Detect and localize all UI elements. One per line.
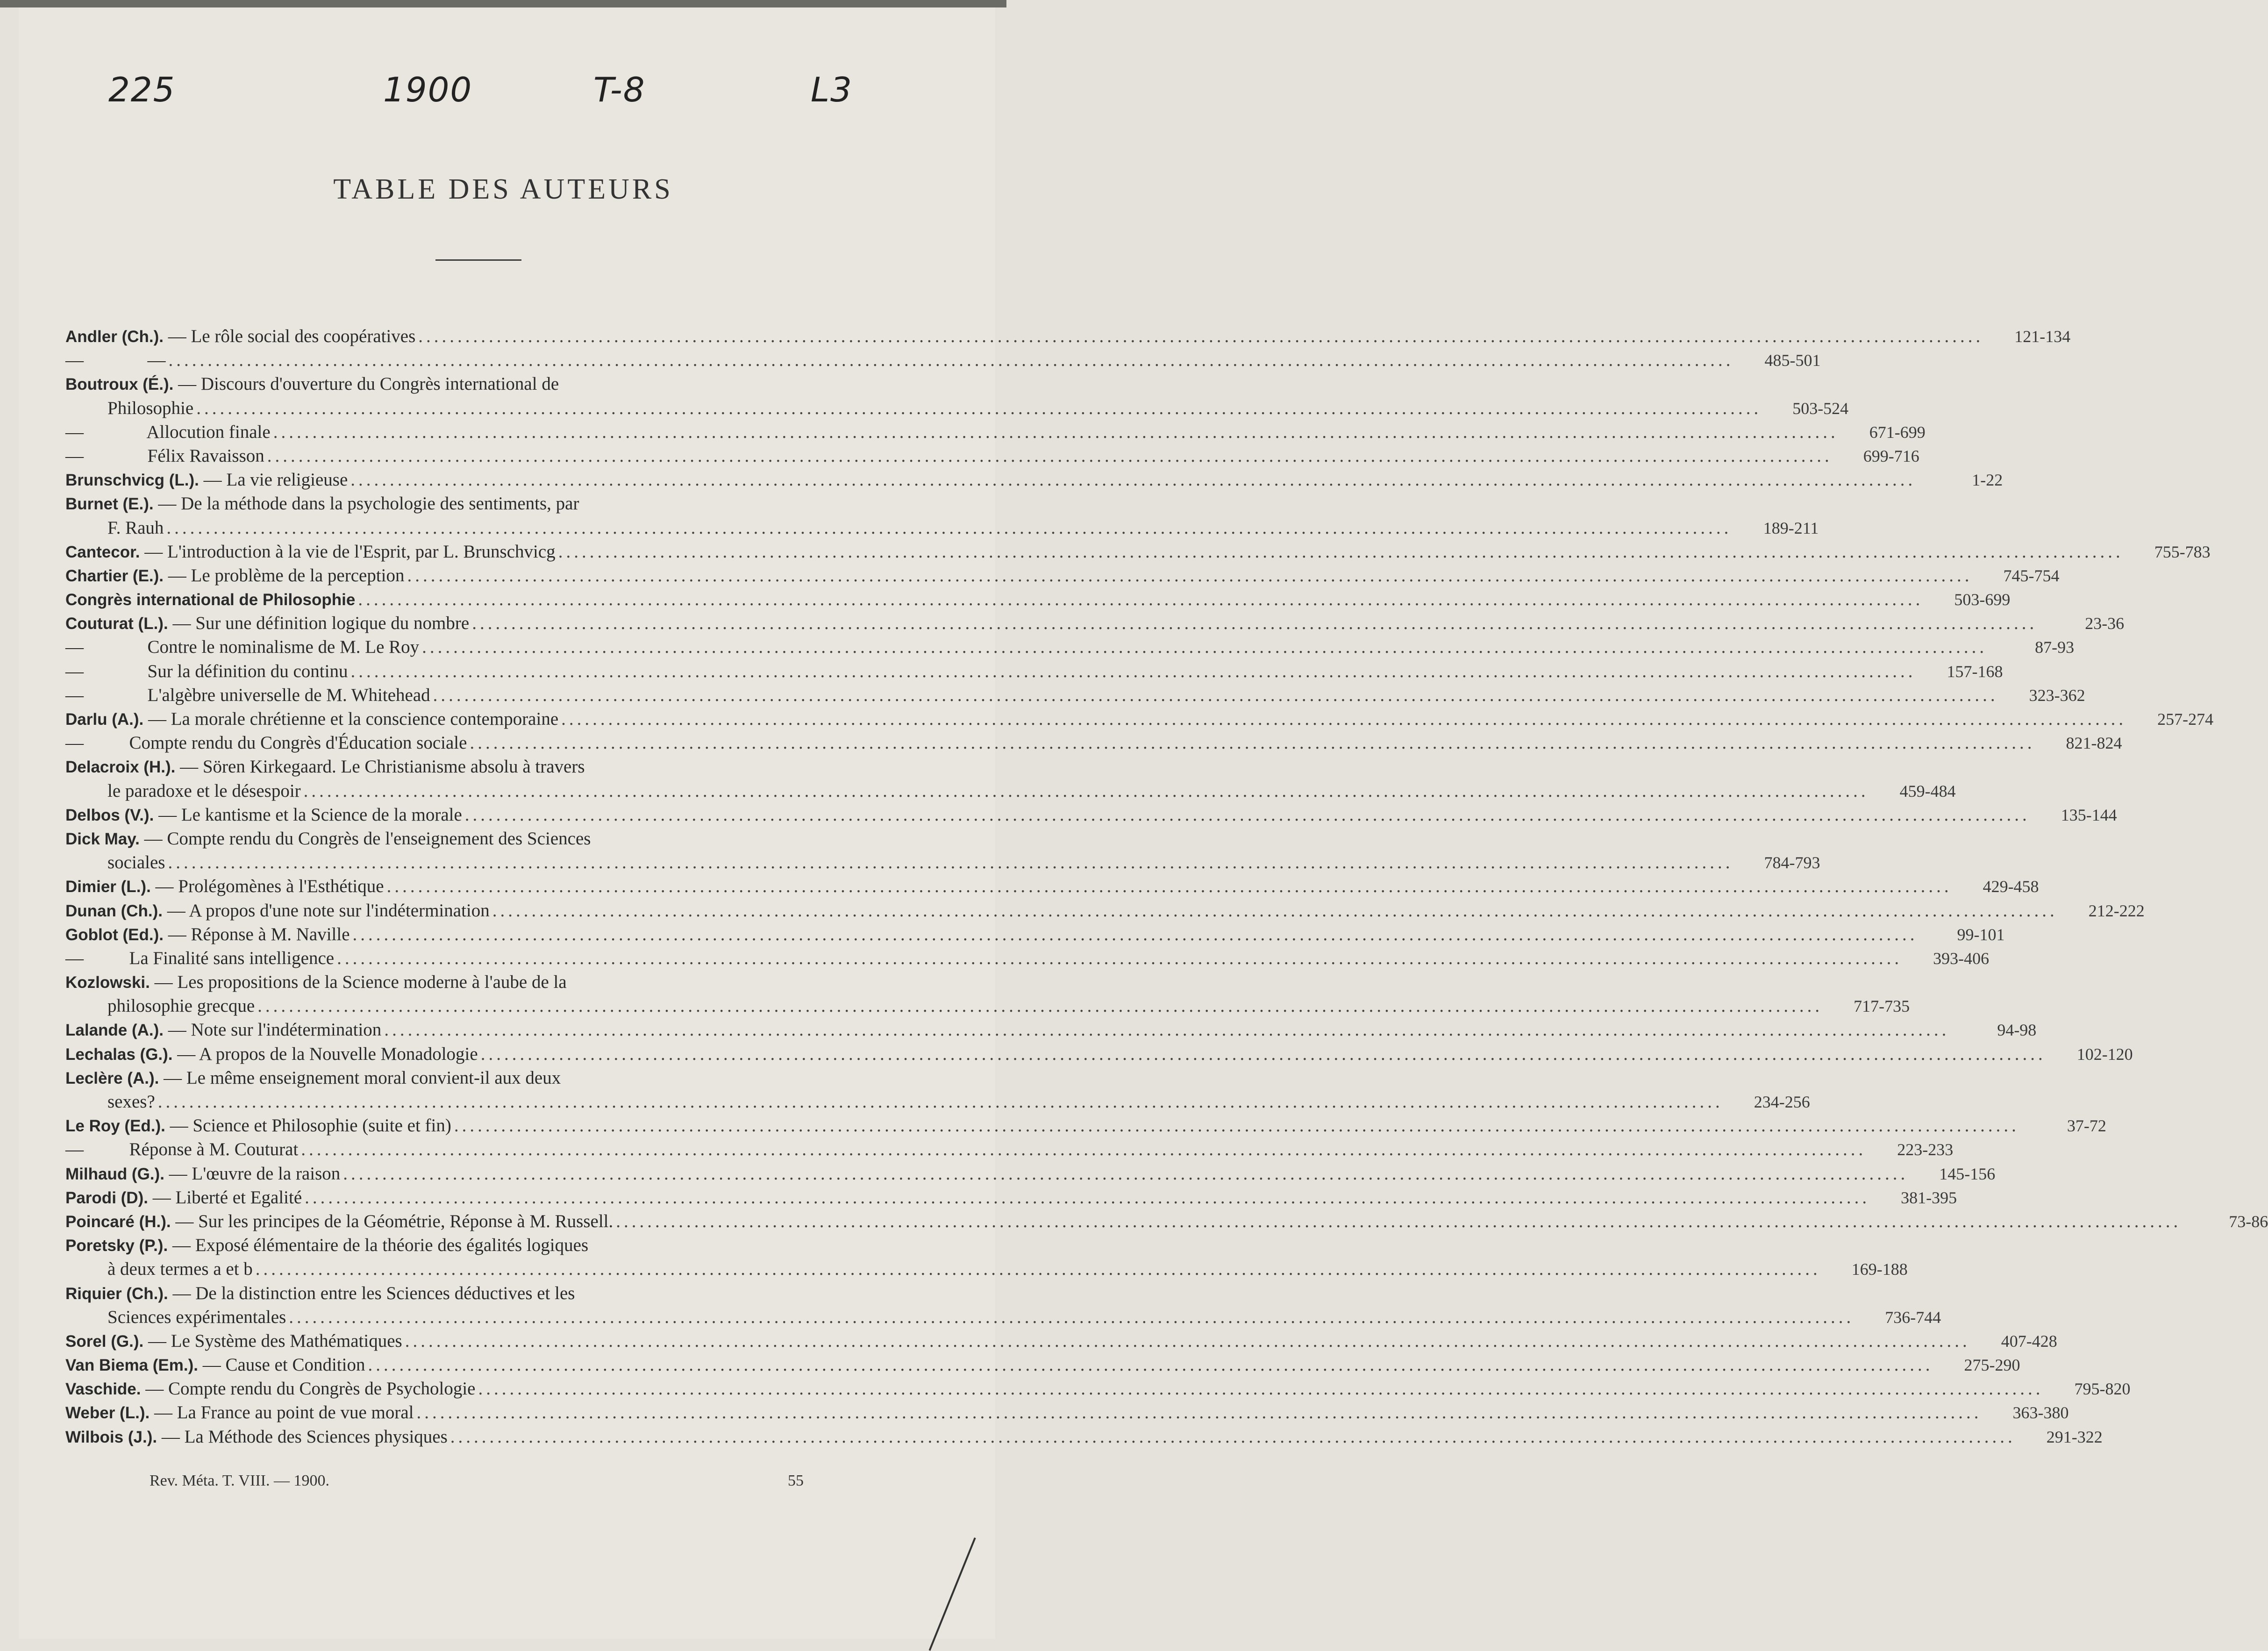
author-name: Wilbois (J.).	[65, 1428, 157, 1446]
index-entry	[65, 324, 2071, 348]
entry-title: — Le problème de la perception	[164, 565, 405, 586]
page-range: 234-256	[1754, 1093, 1810, 1111]
page-range: 393-406	[1933, 949, 1990, 968]
dot-leader: ........................................................................................................................................................................................................	[358, 589, 1924, 610]
dot-leader: ........................................................................................................................................................................................................	[464, 804, 2030, 825]
author-name: Congrès international de Philosophie	[65, 591, 356, 609]
index-entry	[65, 372, 897, 396]
entry-title: Philosophie	[107, 398, 194, 418]
index-entry	[65, 492, 897, 515]
page-range: 784-793	[1764, 853, 1820, 872]
entry-title: — Sur une définition logique du nombre	[168, 613, 470, 634]
dot-leader: ........................................................................................................................................................................................................	[273, 422, 1839, 442]
author-name: Goblot (Ed.).	[65, 925, 164, 944]
dot-leader: ........................................................................................................................................................................................................	[168, 852, 1733, 873]
page-range: 99-101	[1957, 925, 2005, 944]
page-range: 736-744	[1885, 1308, 1941, 1327]
index-entry	[65, 1353, 2020, 1377]
dot-leader: ........................................................................................................................................................................................................	[257, 996, 1823, 1016]
author-name: Dimier (L.).	[65, 878, 151, 896]
page-footer	[150, 1472, 804, 1490]
index-entry	[65, 874, 2039, 898]
entry-title: — L'œuvre de la raison	[164, 1163, 341, 1184]
author-name: Milhaud (G.).	[65, 1165, 164, 1183]
handwritten-mark: 1900	[383, 70, 473, 109]
index-entry	[65, 540, 2211, 564]
index-entry	[65, 444, 1919, 468]
index-entry	[65, 420, 1926, 444]
dot-leader: ........................................................................................................................................................................................................	[478, 1379, 2044, 1399]
index-entry	[65, 611, 2125, 635]
entry-title: — Le Système des Mathématiques	[143, 1330, 402, 1351]
index-entry	[65, 1042, 2133, 1066]
page-range: 87-93	[2035, 638, 2075, 657]
entry-title: — Félix Ravaisson	[65, 445, 264, 466]
page-range: 23-36	[2085, 614, 2125, 633]
dot-leader: ........................................................................................................................................................................................................	[350, 470, 1916, 490]
index-entry	[65, 1257, 1908, 1281]
entry-title: — Allocution finale	[65, 422, 271, 442]
dot-leader: ........................................................................................................................................................................................................	[301, 1139, 1867, 1160]
index-entry	[65, 516, 1819, 540]
page-range: 94-98	[1997, 1021, 2037, 1040]
index-entry	[65, 755, 897, 779]
entry-title: — Sur les principes de la Géométrie, Réponse à M. Russell.	[171, 1211, 613, 1231]
page-range: 257-274	[2157, 710, 2214, 729]
dot-leader: ........................................................................................................................................................................................................	[255, 1259, 1821, 1279]
author-name: Van Biema (Em.).	[65, 1356, 198, 1375]
author-name: Dunan (Ch.).	[65, 901, 163, 920]
index-entry	[65, 1377, 2131, 1401]
entry-title: — A propos d'une note sur l'indétermination	[163, 900, 490, 921]
dot-leader: ........................................................................................................................................................................................................	[386, 876, 1952, 897]
index-entry	[65, 1401, 2069, 1424]
entry-title: — Compte rendu du Congrès d'Éducation sociale	[65, 733, 467, 753]
author-name: Lalande (A.).	[65, 1021, 164, 1040]
page-range: 671-699	[1869, 422, 1926, 442]
author-name: Andler (Ch.).	[65, 328, 164, 346]
entry-title: — La vie religieuse	[199, 470, 348, 490]
dot-leader: ........................................................................................................................................................................................................	[472, 613, 2038, 634]
index-entry	[65, 731, 2122, 755]
author-name: Parodi (D).	[65, 1188, 148, 1207]
entry-title: à deux termes a et b	[107, 1259, 253, 1279]
author-name: Chartier (E.).	[65, 566, 164, 585]
entry-title: — La Finalité sans intelligence	[65, 948, 335, 968]
author-name: Darlu (A.).	[65, 710, 144, 729]
page-range: 363-380	[2012, 1403, 2069, 1422]
page-range: 821-824	[2066, 734, 2122, 753]
index-entry	[65, 1186, 1957, 1209]
dot-leader: ........................................................................................................................................................................................................	[352, 924, 1918, 944]
entry-title: — L'introduction à la vie de l'Esprit, par L. Brunschvicg	[140, 541, 556, 562]
index-entry	[65, 827, 897, 851]
index-entry	[65, 1090, 1810, 1114]
index-entry	[65, 659, 2003, 683]
index-entry	[65, 1114, 2106, 1137]
dot-leader: ........................................................................................................................................................................................................	[350, 661, 1916, 681]
entry-title: Sciences expérimentales	[107, 1307, 286, 1327]
entry-title: — La morale chrétienne et la conscience contemporaine	[143, 709, 559, 729]
page-range: 717-735	[1854, 997, 1910, 1016]
page-range: 37-72	[2067, 1116, 2106, 1136]
dot-leader: ........................................................................................................................................................................................................	[305, 1187, 1870, 1208]
entry-title: — Prolégomènes à l'Esthétique	[150, 876, 384, 897]
dot-leader: ........................................................................................................................................................................................................	[303, 780, 1869, 801]
page-range: 503-699	[1954, 590, 2011, 609]
author-name: Riquier (Ch.).	[65, 1284, 168, 1303]
page-range: 381-395	[1901, 1188, 1957, 1207]
entry-title: — Le rôle social des coopératives	[163, 326, 416, 346]
entry-title: — —	[65, 350, 166, 371]
index-entry	[65, 922, 2005, 946]
author-name: Leclère (A.).	[65, 1069, 159, 1087]
index-entry	[65, 779, 1956, 803]
entry-title: philosophie grecque	[107, 996, 255, 1016]
index-entry	[65, 1305, 1941, 1329]
index-entry	[65, 994, 1910, 1018]
page-range: 429-458	[1983, 877, 2039, 896]
dot-leader: ........................................................................................................................................................................................................	[470, 733, 2035, 753]
handwritten-mark: T-8	[593, 70, 646, 109]
dot-leader: ........................................................................................................................................................................................................	[480, 1043, 2046, 1064]
page-range: 291-322	[2046, 1427, 2103, 1446]
entry-title: sociales	[107, 852, 165, 873]
author-name: Kozlowski.	[65, 973, 150, 992]
entry-title: — La France au point de vue moral	[150, 1402, 414, 1423]
dot-leader: ........................................................................................................................................................................................................	[492, 900, 2058, 921]
page-range: 407-428	[2001, 1331, 2057, 1351]
page-range: 503-524	[1792, 399, 1849, 418]
index-entry	[65, 468, 2003, 492]
footer-journal: Rev. Méta. T. VIII. — 1900.	[150, 1472, 329, 1489]
page-range: 223-233	[1897, 1140, 1954, 1159]
dot-leader: ........................................................................................................................................................................................................	[166, 517, 1732, 538]
author-name: Le Roy (Ed.).	[65, 1117, 165, 1136]
index-entry	[65, 1162, 1996, 1186]
index-entry	[65, 1425, 2103, 1449]
page-range: 323-362	[2029, 686, 2085, 705]
entry-title: — Les propositions de la Science moderne à l'aube de la	[150, 972, 567, 993]
dot-leader: ........................................................................................................................................................................................................	[418, 326, 1984, 346]
index-entry	[65, 899, 2145, 922]
dot-leader: ........................................................................................................................................................................................................	[450, 1426, 2016, 1447]
dot-leader: ........................................................................................................................................................................................................	[267, 445, 1833, 466]
author-name: Poincaré (H.).	[65, 1212, 171, 1231]
page-range: 745-754	[2003, 566, 2060, 585]
index-entry	[65, 851, 1820, 874]
dot-leader: ........................................................................................................................................................................................................	[407, 565, 1973, 586]
index-entry	[65, 1233, 897, 1257]
footer-page-number: 55	[788, 1472, 804, 1489]
author-index-list	[65, 324, 2268, 1449]
author-name: Brunschvicg (L.).	[65, 471, 199, 490]
index-entry	[65, 970, 897, 994]
entry-title: — Sören Kirkegaard. Le Christianisme absolu à travers	[175, 757, 585, 777]
author-name: Burnet (E.).	[65, 495, 154, 514]
entry-title: — Compte rendu du Congrès de Psychologie	[141, 1379, 476, 1399]
entry-title: — Exposé élémentaire de la théorie des égalités logiques	[168, 1235, 589, 1256]
entry-title: — La Méthode des Sciences physiques	[157, 1426, 448, 1447]
entry-title: — A propos de la Nouvelle Monadologie	[172, 1043, 478, 1064]
page-range: 275-290	[1964, 1356, 2020, 1375]
index-entry	[65, 946, 1990, 970]
dot-leader: ........................................................................................................................................................................................................	[558, 541, 2124, 562]
dot-leader: ........................................................................................................................................................................................................	[405, 1330, 1970, 1351]
entry-title: — L'algèbre universelle de M. Whitehead	[65, 685, 430, 705]
entry-title: — Contre le nominalisme de M. Le Roy	[65, 637, 420, 658]
page-range: 189-211	[1763, 518, 1819, 537]
page-range: 102-120	[2076, 1044, 2133, 1064]
author-name: Sorel (G.).	[65, 1332, 144, 1351]
entry-title: le paradoxe et le désespoir	[107, 780, 301, 801]
dot-leader: ........................................................................................................................................................................................................	[384, 1020, 1950, 1040]
entry-title: sexes?	[107, 1092, 155, 1112]
dot-leader: ........................................................................................................................................................................................................	[561, 709, 2127, 729]
index-entry	[65, 635, 2075, 659]
index-entry	[65, 587, 2011, 611]
dot-leader: ........................................................................................................................................................................................................	[157, 1092, 1723, 1112]
index-entry	[65, 564, 2060, 587]
page-range: 485-501	[1764, 351, 1821, 370]
index-entry	[65, 1137, 1954, 1161]
author-name: Boutroux (É.).	[65, 375, 174, 394]
page-range: 459-484	[1899, 781, 1956, 800]
dot-leader: ........................................................................................................................................................................................................	[416, 1402, 1982, 1423]
index-entry	[65, 683, 2085, 707]
author-name: Weber (L.).	[65, 1404, 150, 1422]
author-name: Vaschide.	[65, 1380, 141, 1399]
author-name: Dick May.	[65, 829, 140, 848]
entry-title: — Réponse à M. Naville	[163, 924, 350, 944]
title-divider	[435, 259, 521, 261]
dot-leader: ........................................................................................................................................................................................................	[454, 1115, 2019, 1136]
dot-leader: ........................................................................................................................................................................................................	[289, 1307, 1854, 1327]
handwritten-mark: 225	[108, 70, 176, 109]
entry-title: — Sur la définition du continu	[65, 661, 348, 681]
dot-leader: ........................................................................................................................................................................................................	[337, 948, 1903, 968]
index-entry	[65, 1066, 897, 1090]
entry-title: — De la distinction entre les Sciences déductives et les	[168, 1283, 575, 1303]
page-range: 169-188	[1851, 1260, 1908, 1279]
page-range: 145-156	[1939, 1164, 1996, 1183]
entry-title: — Réponse à M. Couturat	[65, 1139, 299, 1160]
dot-leader: ........................................................................................................................................................................................................	[422, 637, 1988, 658]
handwritten-mark: L3	[811, 70, 853, 109]
page-range: 795-820	[2074, 1379, 2131, 1399]
index-entry	[65, 396, 1849, 420]
page-range: 699-716	[1863, 446, 1919, 465]
index-entry	[65, 1209, 2268, 1233]
entry-title: — Le même enseignement moral convient-il aux deux	[159, 1067, 561, 1088]
index-entry	[65, 803, 2117, 827]
author-name: Lechalas (G.).	[65, 1045, 173, 1064]
page-range: 755-783	[2154, 542, 2211, 561]
entry-title: F. Rauh	[107, 517, 164, 538]
page-range: 73-86	[2229, 1212, 2268, 1231]
dot-leader: ........................................................................................................................................................................................................	[368, 1355, 1933, 1375]
index-entry	[65, 1281, 897, 1305]
dot-leader: ........................................................................................................................................................................................................	[433, 685, 1998, 705]
author-name: Poretsky (P.).	[65, 1236, 168, 1255]
entry-title: — Note sur l'indétermination	[164, 1020, 382, 1040]
index-entry	[65, 348, 1821, 372]
author-name: Couturat (L.).	[65, 615, 168, 633]
entry-title: — Discours d'ouverture du Congrès international de	[173, 374, 559, 394]
author-name: Delacroix (H.).	[65, 758, 176, 777]
entry-title: — Le kantisme et la Science de la morale	[154, 804, 462, 825]
page-range: 135-144	[2061, 805, 2117, 824]
entry-title: — Cause et Condition	[198, 1355, 365, 1375]
index-entry	[65, 1018, 2037, 1042]
author-name: Cantecor.	[65, 543, 140, 561]
entry-title: — Science et Philosophie (suite et fin)	[165, 1115, 451, 1136]
dot-leader: ........................................................................................................................................................................................................	[196, 398, 1762, 418]
entry-title: — Liberté et Egalité	[148, 1187, 302, 1208]
index-entry	[65, 1329, 2057, 1353]
page-range: 212-222	[2088, 901, 2145, 920]
entry-title: — Compte rendu du Congrès de l'enseignement des Sciences	[139, 828, 591, 849]
page-title: TABLE DES AUTEURS	[333, 173, 673, 205]
scan-top-edge	[0, 0, 1006, 7]
page-range: 1-22	[1972, 471, 2003, 490]
dot-leader: ........................................................................................................................................................................................................	[343, 1163, 1909, 1184]
page-range: 121-134	[2014, 327, 2071, 346]
index-entry	[65, 707, 2214, 731]
dot-leader: ........................................................................................................................................................................................................	[616, 1211, 2182, 1231]
dot-leader: ........................................................................................................................................................................................................	[168, 350, 1734, 371]
page-range: 157-168	[1947, 662, 2003, 681]
author-name: Delbos (V.).	[65, 806, 154, 824]
entry-title: — De la méthode dans la psychologie des sentiments, par	[153, 493, 579, 514]
